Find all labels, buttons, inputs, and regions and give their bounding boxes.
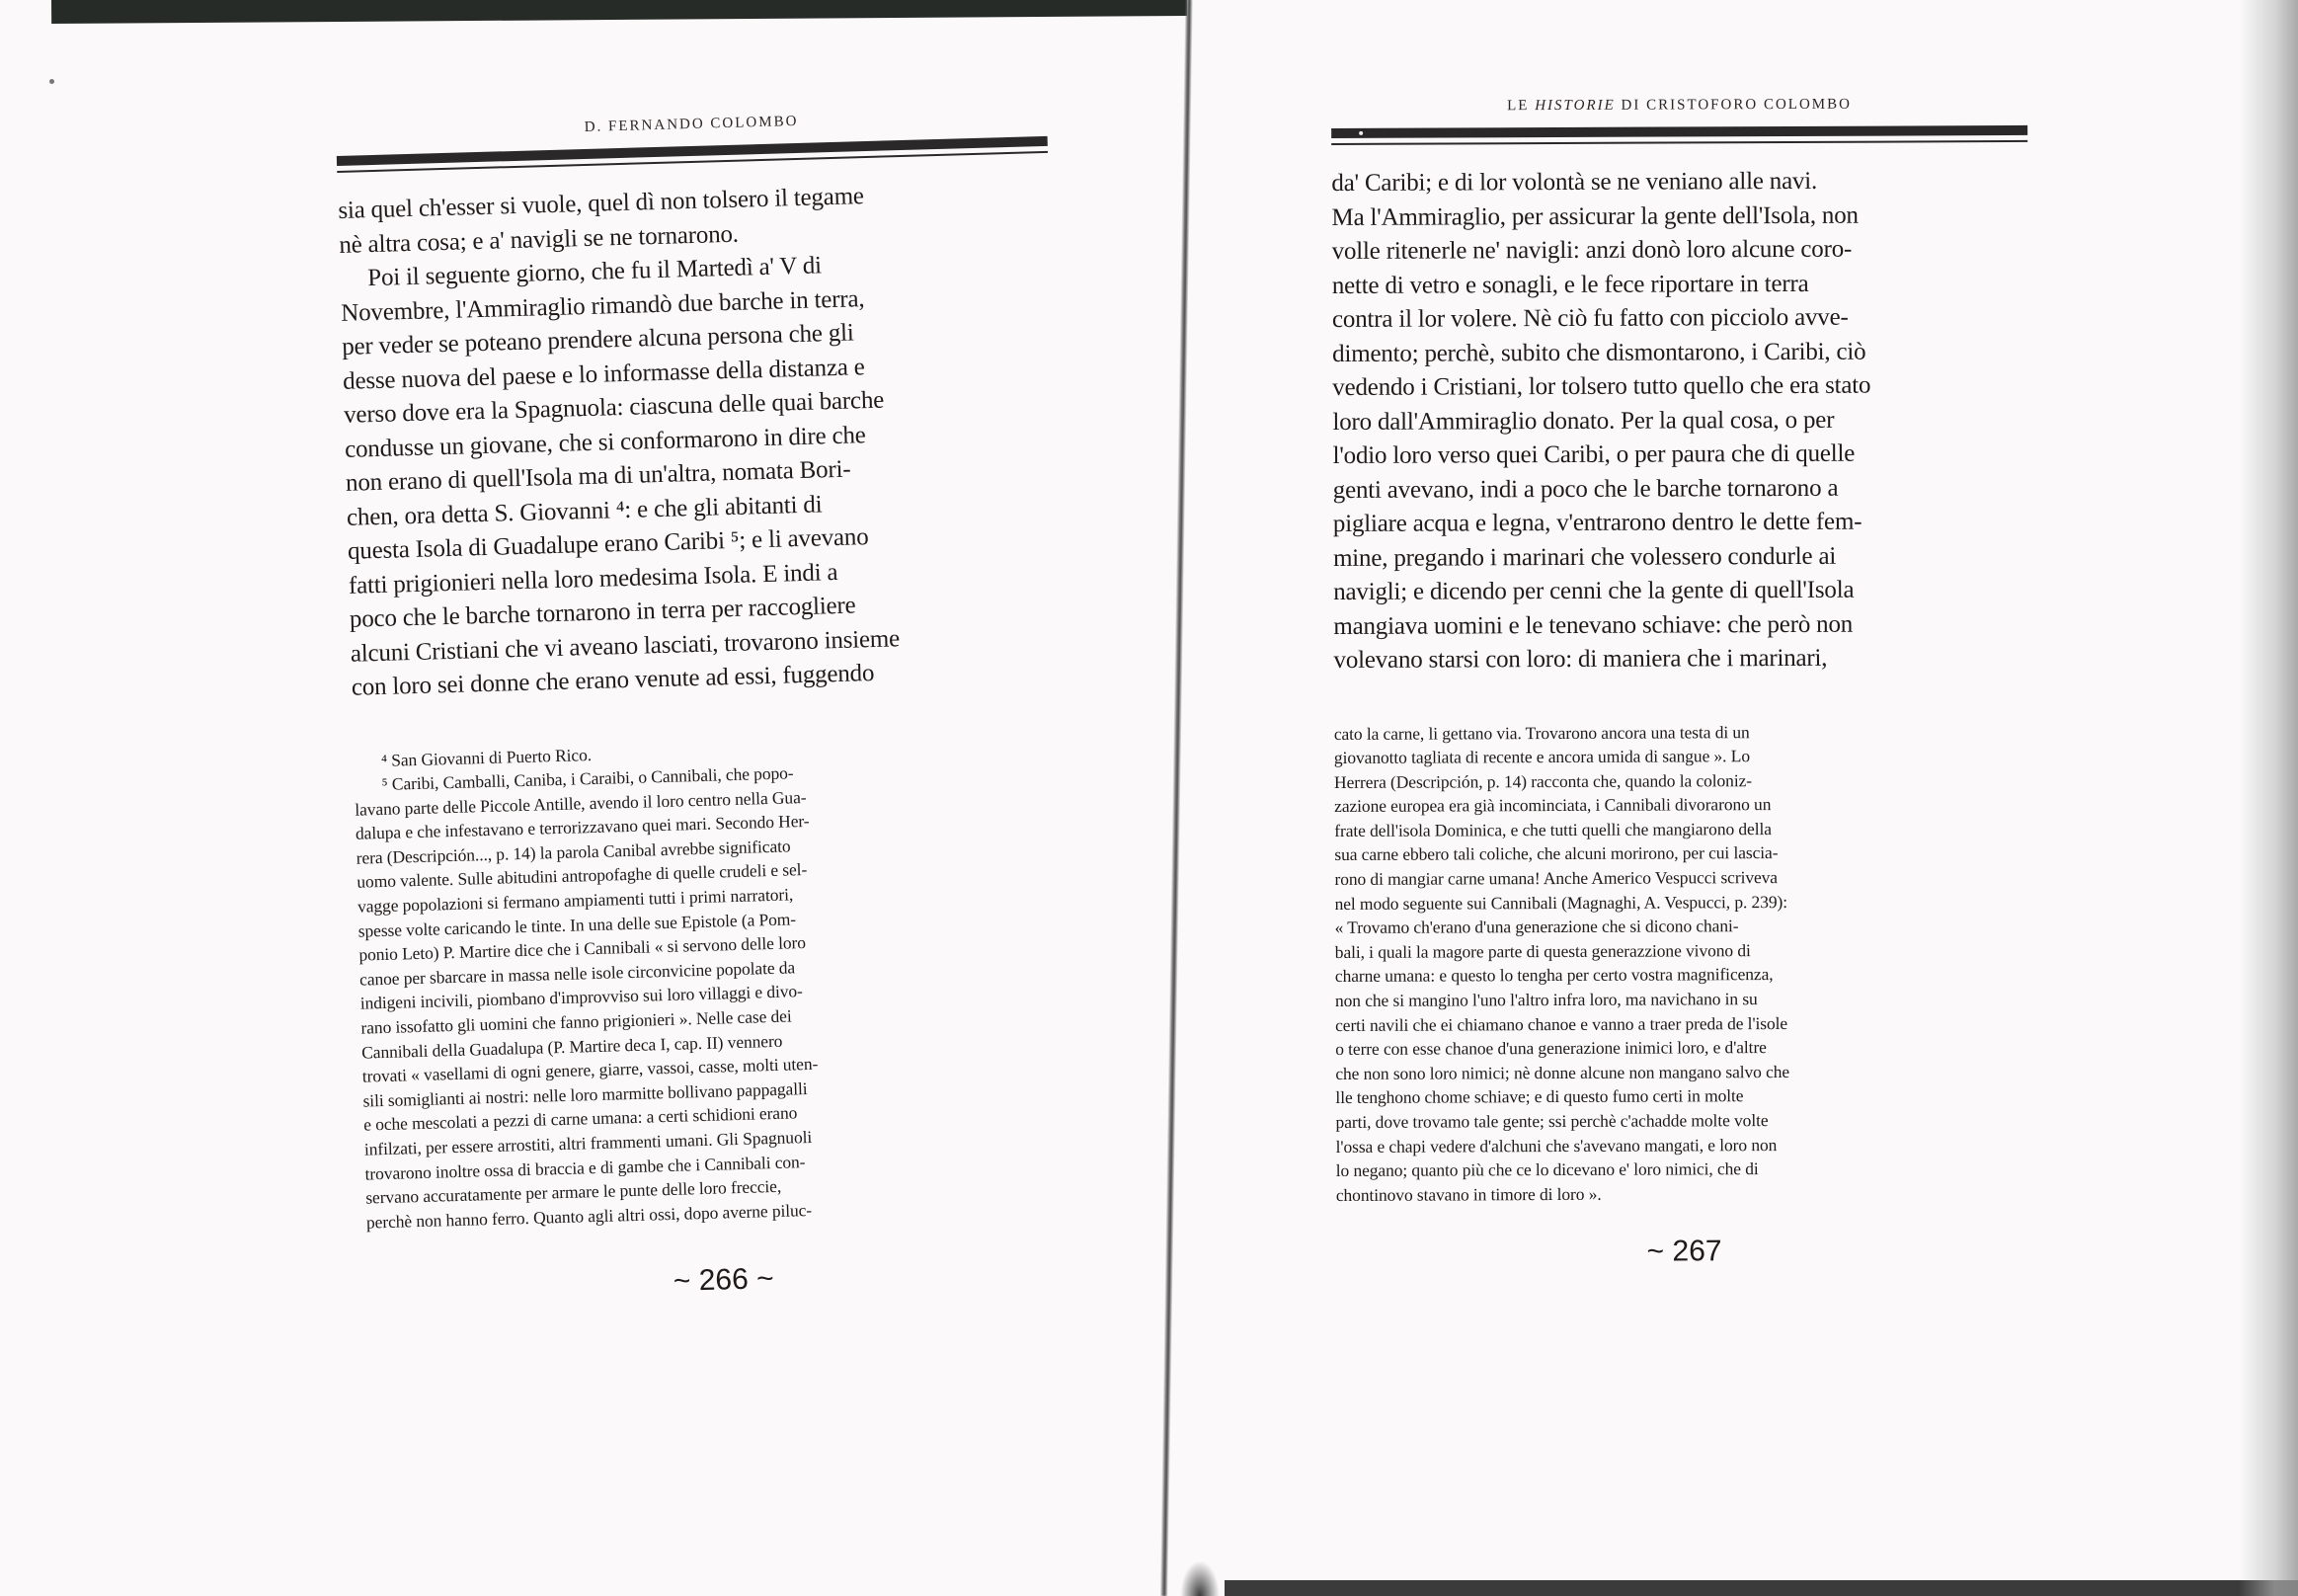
text-line: questa Isola di Guadalupe erano Caribi ⁵; e li avevano <box>347 523 869 565</box>
footnote-line: lo negano; quanto più che ce lo dicevano e' loro nimici, che di <box>1335 1158 1759 1181</box>
footnote-line: « Trovamo ch'erano d'una generazione che si dicono chani- <box>1334 916 1739 938</box>
left-page <box>336 107 1079 1308</box>
footnote-line: rano issofatto gli uomini che fanno prigionieri ». Nelle case dei <box>360 1005 792 1038</box>
footnote-line: servano accuratamente per armare le punte delle loro freccie, <box>365 1176 782 1208</box>
text-line: genti avevano, indi a poco che le barche tornarono a <box>1332 474 1839 504</box>
text-line: volle ritenerle ne' navigli: anzi donò loro alcune coro- <box>1331 235 1853 265</box>
header-rule-thin <box>1331 140 2027 145</box>
text-line: verso dove era la Spagnuola: ciascuna delle quai barche <box>343 386 885 429</box>
footnote-line: perchè non hanno ferro. Quanto agli altri ossi, dopo averne piluc- <box>365 1199 813 1233</box>
footnote-line: frate dell'isola Dominica, e che tutti quelli che mangiarono della <box>1334 818 1772 840</box>
text-line: loro dall'Ammiraglio donato. Per la qual cosa, o per <box>1332 406 1835 436</box>
text-line: nette di vetro e sonagli, e le fece riportare in terra <box>1331 270 1809 299</box>
scan-bottom-edge-shadow <box>1225 1580 2298 1596</box>
footnote-line: l'ossa e chapi vedere d'alchuni che s'avevano mangati, e loro non <box>1335 1134 1778 1157</box>
body-text <box>338 175 1063 705</box>
footnote-line: uomo valente. Sulle abitudini antropofaghe di quelle crudeli e sel- <box>357 859 808 893</box>
text-line: mangiava uomini e le tenevano schiave: che però non <box>1333 610 1854 640</box>
footnote-line: ⁴ San Giovanni di Puerto Rico. <box>380 744 593 770</box>
scan-top-edge-shadow <box>51 0 1187 24</box>
footnote-line: Herrera (Descripción, p. 14) racconta che, quando la coloniz- <box>1333 769 1752 792</box>
footnote-line: bali, i quali la magore parte di questa generazzione vivono di <box>1334 939 1751 962</box>
footnote-line: trovarono inoltre ossa di braccia e di gambe che i Cannibali con- <box>364 1151 806 1184</box>
rule-speck <box>1359 131 1363 135</box>
text-line: dimento; perchè, subito che dismontarono, i Caribi, ciò <box>1332 338 1866 367</box>
text-line: alcuni Cristiani che vi aveano lasciati, trovarono insieme <box>350 624 901 668</box>
footnote-line: o terre con esse chanoe d'una generazione inimici loro, e d'altre <box>1335 1037 1767 1060</box>
footnote-line: vagge popolazioni si fermano ampiamenti tutti i primi narratori, <box>357 884 794 917</box>
footnote-line: lavano parte delle Piccole Antille, avendo il loro centro nella Gua- <box>355 786 807 820</box>
text-line: non erano di quell'Isola ma di un'altra, nomata Bori- <box>345 455 851 497</box>
footnote-line: ⁵ Caribi, Camballi, Caniba, i Caraibi, o Cannibali, che popo- <box>381 762 794 795</box>
footnote-line: giovanotto tagliata di recente e ancora umida di sangue ». Lo <box>1333 746 1750 768</box>
text-line: con loro sei donne che erano venute ad essi, fuggendo <box>351 659 875 701</box>
book-gutter-shadow <box>1180 1560 1220 1596</box>
right-page <box>1331 96 2032 1270</box>
text-line: Poi il seguente giorno, che fu il Martedì a' V di <box>366 252 823 292</box>
text-line: l'odio loro verso quei Caribi, o per paura che di quelle <box>1332 439 1856 469</box>
text-line: fatti prigionieri nella loro medesima Isola. E indi a <box>348 558 838 599</box>
text-line: pigliare acqua e legna, v'entrarono dentro le dette fem- <box>1332 508 1862 537</box>
footnote-line: sua carne ebbero tali coliche, che alcuni morirono, per cui lascia- <box>1334 842 1779 865</box>
running-head-prefix: LE <box>1507 98 1530 115</box>
scan-right-edge-shadow <box>2239 0 2298 1596</box>
footnote-line: infilzati, per essere arrostiti, altri frammenti umani. Gli Spagnuoli <box>363 1126 813 1159</box>
footnote-line: cato la carne, li gettano via. Trovarono ancora una testa di un <box>1333 721 1750 744</box>
footnote-line: indigeni incivili, piombano d'improvviso sui loro villaggi e divo- <box>359 981 804 1014</box>
footnotes <box>1334 718 2032 1207</box>
footnote-line: parti, dove trovamo tale gente; ssi perchè c'achadde molte volte <box>1335 1110 1769 1132</box>
header-rule-thick <box>1331 125 2027 138</box>
footnote-line: lle tenghono chome schiave; e di questo fumo certi in molte <box>1335 1085 1744 1108</box>
running-head <box>1331 96 2027 120</box>
footnote-line: non che si mangino l'uno l'altro infra loro, ma navichano in su <box>1334 989 1758 1011</box>
footnote-line: zazione europea era già incominciata, i Cannibali divorarono un <box>1334 794 1772 817</box>
text-line: da' Caribi; e di lor volontà se ne veniano alle navi. <box>1331 167 1818 197</box>
body-text <box>1331 164 2029 678</box>
running-head-suffix: DI CRISTOFORO COLOMBO <box>1621 96 1852 114</box>
footnote-line: rono di mangiar carne umana! Anche Americo Vespucci scriveva <box>1334 867 1779 890</box>
footnote-line: canoe per sbarcare in massa nelle isole circonvicine popolate da <box>358 957 796 990</box>
footnote-line: charne umana: e questo lo tengha per certo vostra magnificenza, <box>1334 964 1774 987</box>
text-line: mine, pregando i marinari che volessero condurle ai <box>1332 542 1837 572</box>
text-line: per veder se poteano prendere alcuna persona che gli <box>341 319 854 360</box>
book-gutter <box>1160 0 1193 1596</box>
text-line: vedendo i Cristiani, lor tolsero tutto quello che era stato <box>1332 371 1871 401</box>
footnote-line: rera (Descripción..., p. 14) la parola Canibal avrebbe significato <box>356 836 791 868</box>
page-number: ~ 267 <box>1646 1235 1722 1268</box>
footnote-line: chontinovo stavano in timore di loro ». <box>1335 1183 1602 1205</box>
text-line: Novembre, l'Ammiraglio rimandò due barche in terra, <box>340 284 865 327</box>
footnote-line: nel modo seguente sui Cannibali (Magnaghi, A. Vespucci, p. 239): <box>1334 891 1788 914</box>
page-number: ~ 266 ~ <box>673 1262 775 1299</box>
text-line: sia quel ch'esser si vuole, quel dì non tolsero il tegame <box>338 183 865 224</box>
footnote-line: e oche mescolati a pezzi di carne umana: a certi schidioni erano <box>362 1102 798 1136</box>
text-line: nè altra cosa; e a' navigli se ne tornarono. <box>338 220 740 259</box>
footnote-line: Cannibali della Guadalupa (P. Martire deca I, cap. II) vennero <box>360 1030 783 1063</box>
footnote-line: che non sono loro nimici; nè donne alcune non mangano salvo che <box>1335 1061 1790 1083</box>
footnote-line: spesse volte caricando le tinte. In una delle sue Epistole (a Pom- <box>357 908 797 941</box>
text-line: contra il lor volere. Nè ciò fu fatto con picciolo avve- <box>1331 303 1849 333</box>
footnotes <box>354 729 1077 1235</box>
footnote-line: trovati « vasellami di ogni genere, giarre, vassoi, casse, molti uten- <box>361 1053 819 1086</box>
footnote-line: ponio Leto) P. Martire dice che i Cannibali « si servono delle loro <box>358 932 807 965</box>
text-line: volevano starsi con loro: di maniera che i marinari, <box>1333 644 1828 674</box>
running-head-italic: HISTORIE <box>1535 97 1616 115</box>
scan-speck <box>49 79 54 84</box>
text-line: poco che le barche tornarono in terra per raccogliere <box>349 592 856 633</box>
text-line: chen, ora detta S. Giovanni ⁴: e che gli abitanti di <box>346 490 823 531</box>
footnote-line: certi navili che ei chiamano chanoe e vanno a traer preda de l'isole <box>1335 1012 1788 1035</box>
text-line: navigli; e dicendo per cenni che la gente di quell'Isola <box>1333 576 1855 605</box>
text-line: condusse un giovane, che si conformarono in dire che <box>344 421 866 463</box>
running-head: D. FERNANDO COLOMBO <box>584 113 799 135</box>
footnote-line: sili somiglianti ai nostri: nelle loro marmitte bollivano pappagalli <box>362 1077 808 1111</box>
text-line: desse nuova del paese e lo informasse della distanza e <box>342 353 865 395</box>
text-line: Ma l'Ammiraglio, per assicurar la gente dell'Isola, non <box>1331 201 1859 231</box>
footnote-line: dalupa e che infestavano e terrorizzavano quei mari. Secondo Her- <box>355 811 810 843</box>
